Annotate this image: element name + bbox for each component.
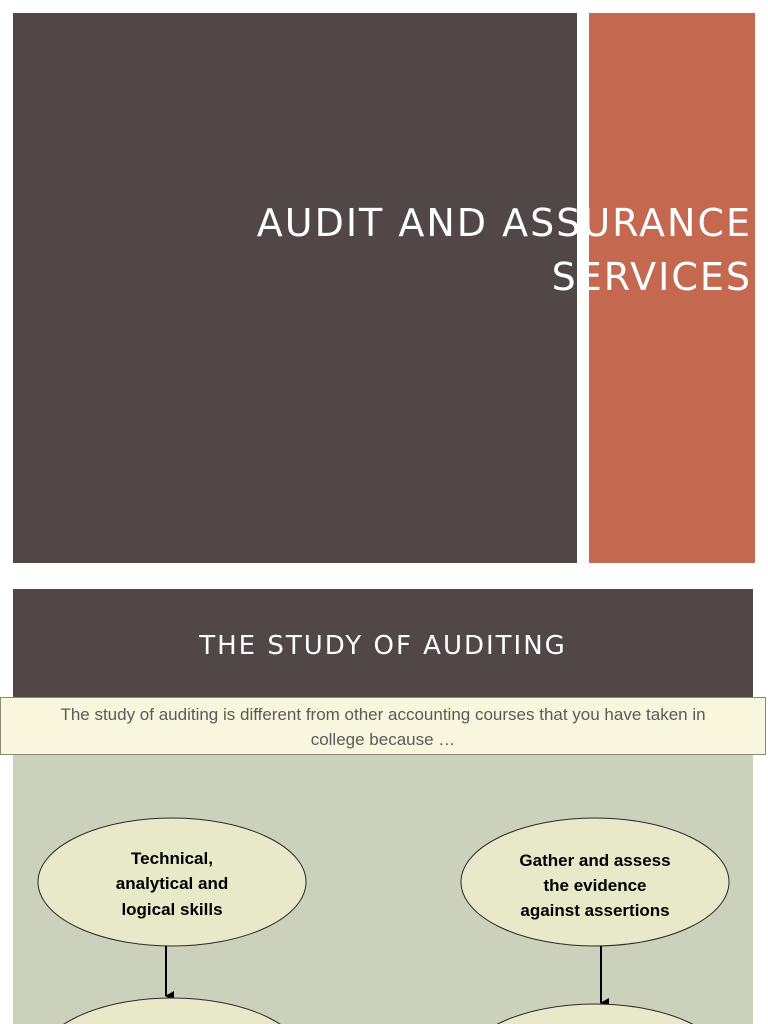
- skills-node-line-3: logical skills: [121, 900, 223, 919]
- intro-line-2: college because …: [310, 730, 456, 749]
- skills-node-line-2: analytical and: [115, 874, 229, 893]
- intro-line-1: The study of auditing is different from other accounting courses that you have taken in: [60, 705, 706, 724]
- evidence-node-line-3: against assertions: [520, 901, 670, 920]
- study-slide-title: THE STUDY OF AUDITING: [199, 631, 567, 661]
- intro-callout: [0, 697, 766, 755]
- title-line-1: AUDIT AND ASSURANCE: [256, 201, 752, 245]
- lower-left-node: [38, 998, 306, 1024]
- evidence-node-line-1: Gather and assess: [519, 851, 671, 870]
- skills-node-line-1: Technical,: [131, 849, 213, 868]
- lower-right-node: [461, 1004, 729, 1024]
- title-line-2: SERVICES: [551, 255, 752, 299]
- evidence-node-line-2: the evidence: [543, 876, 647, 895]
